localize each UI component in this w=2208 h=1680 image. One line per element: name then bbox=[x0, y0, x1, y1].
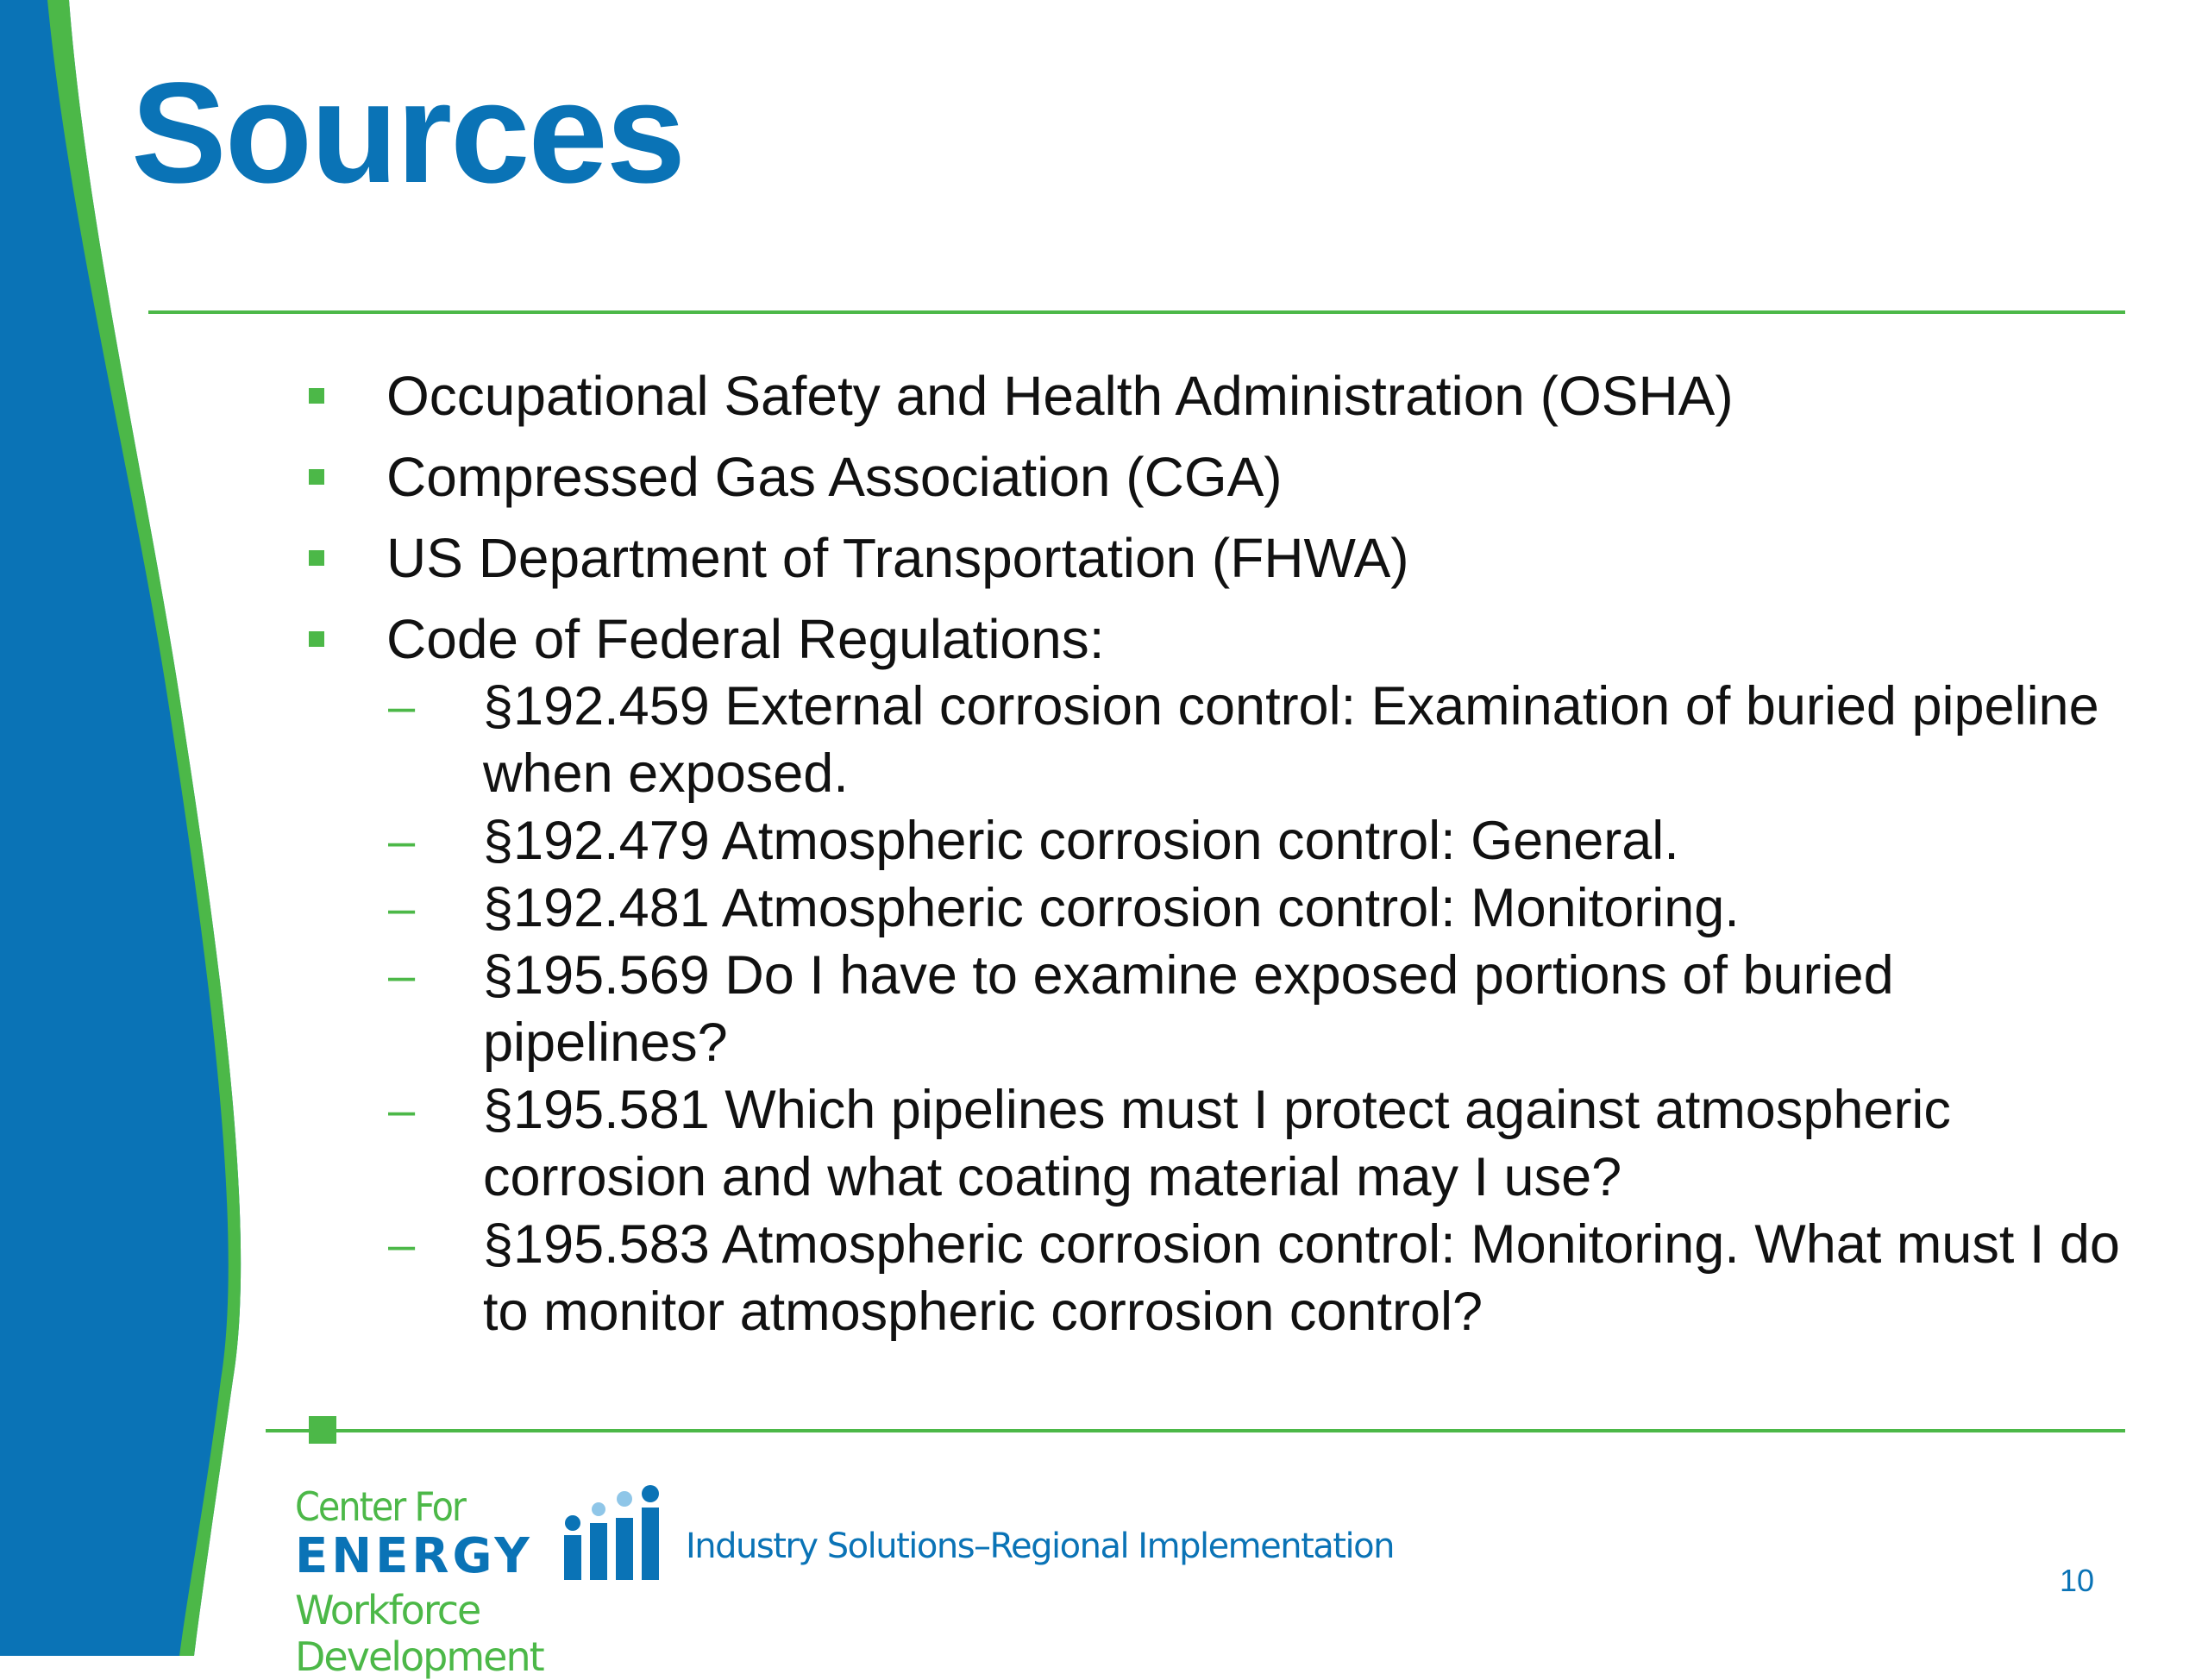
bullet-item bbox=[293, 443, 2156, 511]
dash-bullet-icon: – bbox=[388, 679, 416, 733]
subbullet-text: §195.569 Do I have to examine exposed portions of buried pipelines? bbox=[483, 945, 1894, 1073]
dash-bullet-icon: – bbox=[388, 1082, 416, 1137]
tagline: Industry Solutions–Regional Implementation bbox=[686, 1526, 1394, 1566]
subbullet-item bbox=[388, 1211, 2122, 1345]
dash-bullet-icon: – bbox=[388, 881, 416, 935]
title-divider bbox=[148, 310, 2125, 314]
subbullet-text: §192.459 External corrosion control: Examination of buried pipeline when exposed. bbox=[483, 676, 2099, 804]
subbullet-text: §192.481 Atmospheric corrosion control: Monitoring. bbox=[483, 878, 1740, 938]
bullet-item bbox=[293, 524, 2156, 592]
dash-bullet-icon: – bbox=[388, 813, 416, 868]
bullet-text: Compressed Gas Association (CGA) bbox=[386, 446, 1283, 508]
divider-square-icon bbox=[309, 1416, 336, 1444]
dash-bullet-icon: – bbox=[388, 1217, 416, 1271]
bullet-list bbox=[293, 362, 2156, 1345]
slide-title: Sources bbox=[131, 53, 685, 213]
logo-line-energy: ENERGY bbox=[295, 1528, 533, 1584]
subbullet-item bbox=[388, 807, 2122, 874]
bullet-item bbox=[293, 362, 2156, 429]
subbullet-list bbox=[388, 673, 2156, 1345]
subbullet-item bbox=[388, 874, 2122, 942]
logo-bars-icon bbox=[554, 1483, 666, 1587]
page-number: 10 bbox=[2060, 1563, 2095, 1598]
square-bullet-icon bbox=[309, 550, 324, 566]
subbullet-item bbox=[388, 1076, 2122, 1211]
organization-logo bbox=[295, 1483, 666, 1680]
square-bullet-icon bbox=[309, 388, 324, 404]
subbullet-item bbox=[388, 942, 2122, 1076]
subbullet-text: §195.581 Which pipelines must I protect against atmospheric corrosion and what coating material may I use? bbox=[483, 1080, 1951, 1207]
dash-bullet-icon: – bbox=[388, 948, 416, 1002]
bullet-text: Occupational Safety and Health Administration (OSHA) bbox=[386, 365, 1734, 427]
subbullet-item bbox=[388, 673, 2122, 807]
footer-divider bbox=[266, 1429, 2125, 1432]
logo-line-center-for: Center For bbox=[295, 1483, 465, 1530]
side-swoosh-decoration bbox=[0, 0, 276, 1656]
logo-line-workforce: Workforce Development bbox=[295, 1587, 543, 1680]
square-bullet-icon bbox=[309, 631, 324, 647]
bullet-text: US Department of Transportation (FHWA) bbox=[386, 527, 1409, 589]
subbullet-text: §192.479 Atmospheric corrosion control: General. bbox=[483, 811, 1679, 871]
bullet-item bbox=[293, 605, 2156, 1345]
slide-content bbox=[293, 362, 2156, 1359]
subbullet-text: §195.583 Atmospheric corrosion control: Monitoring. What must I do to monitor atmospheric corrosion control? bbox=[483, 1214, 2120, 1342]
square-bullet-icon bbox=[309, 469, 324, 485]
bullet-text: Code of Federal Regulations: bbox=[386, 608, 1105, 670]
